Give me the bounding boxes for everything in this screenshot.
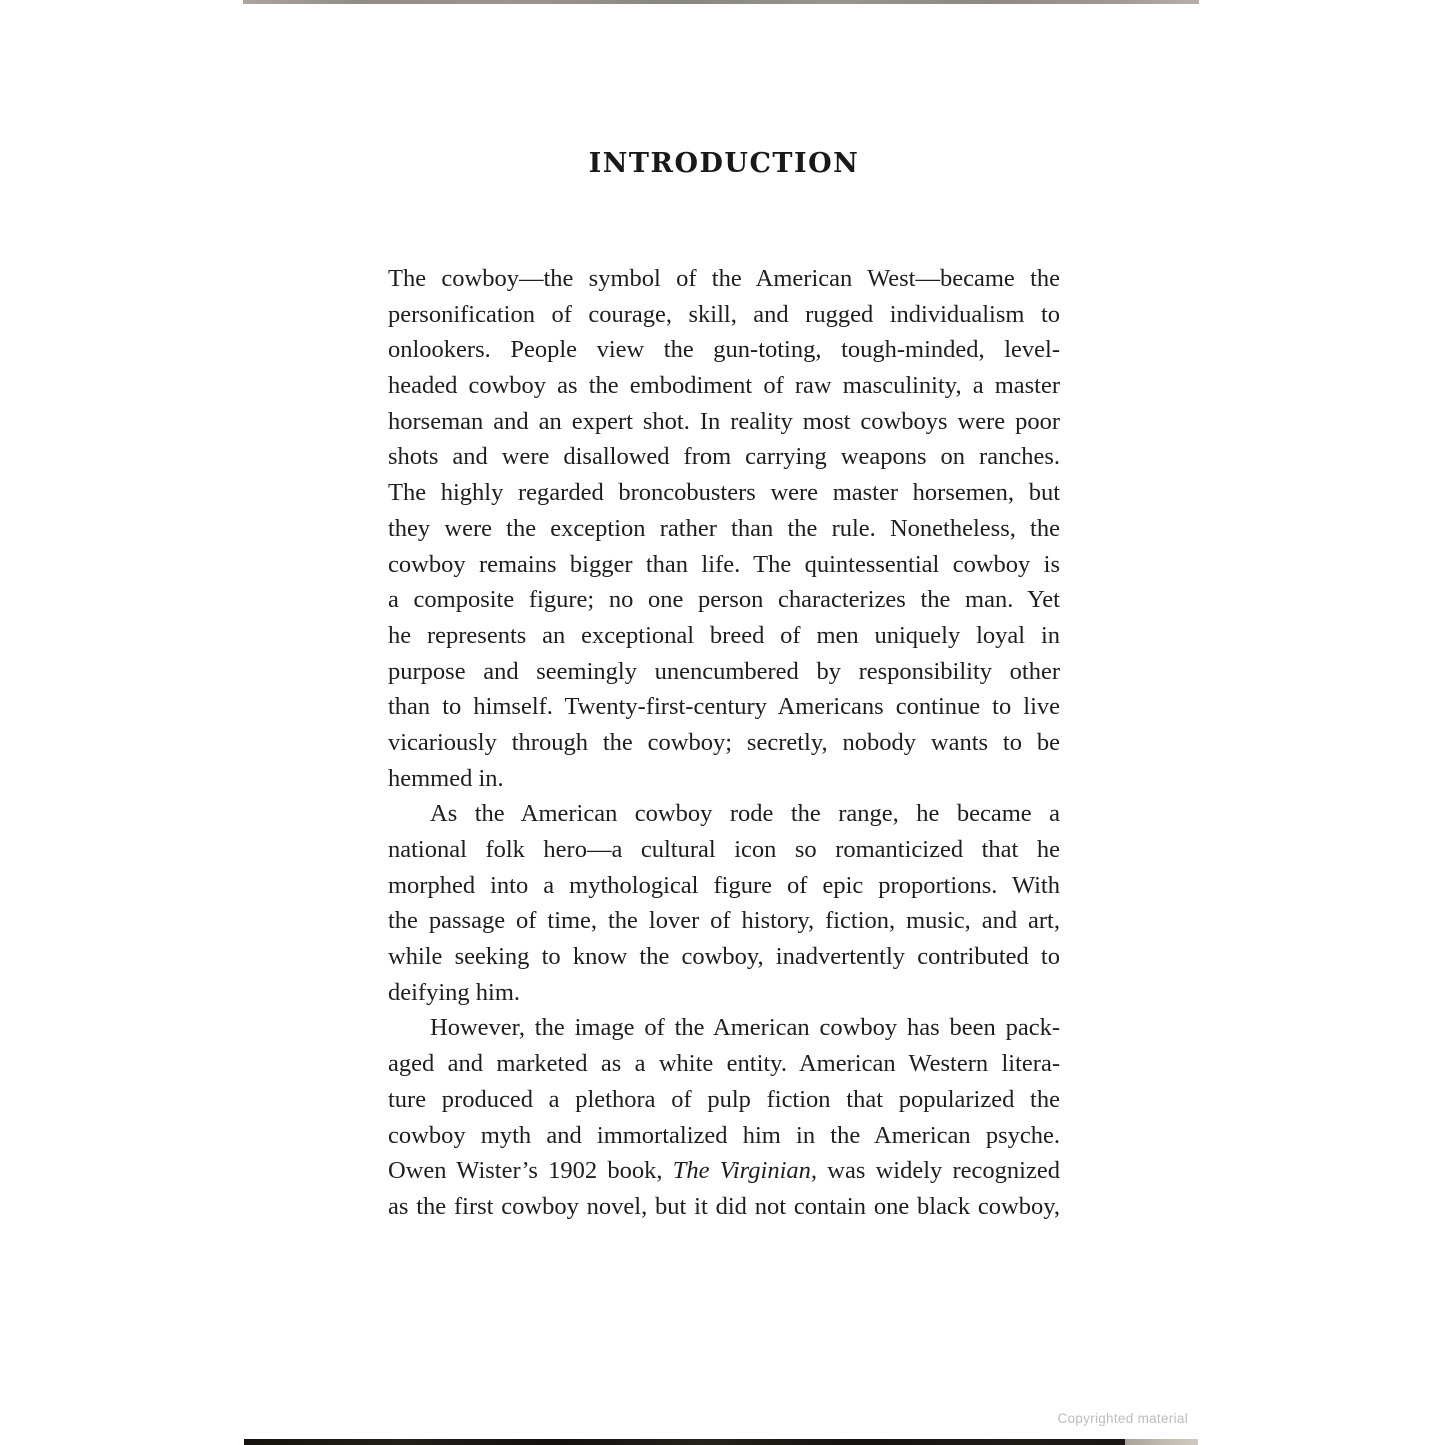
body-text xyxy=(388,261,1060,1225)
text-segment: the passage of time, the lover of history, fiction, music, and art, xyxy=(388,907,1060,935)
text-line xyxy=(388,1010,1060,1046)
text-line xyxy=(388,1046,1060,1082)
text-line xyxy=(388,975,1060,1011)
text-line xyxy=(388,832,1060,868)
text-segment: was widely recognized xyxy=(817,1157,1060,1185)
page-scan-edge-light-segment xyxy=(1125,1439,1198,1445)
text-line xyxy=(388,689,1060,725)
text-line xyxy=(388,725,1060,761)
page-scan-edge-dark-segment xyxy=(244,1439,1125,1445)
text-segment: hemmed in. xyxy=(388,764,504,792)
text-segment: vicariously through the cowboy; secretly, nobody wants to be xyxy=(388,728,1060,756)
text-line xyxy=(388,939,1060,975)
text-line xyxy=(388,796,1060,832)
text-segment: national folk hero—a cultural icon so romanticized that he xyxy=(388,836,1060,863)
text-segment: purpose and seemingly unencumbered by responsibility other xyxy=(388,657,1060,685)
text-line xyxy=(388,368,1060,404)
text-segment: a composite figure; no one person characterizes the man. Yet xyxy=(388,586,1060,614)
text-line xyxy=(388,332,1060,368)
text-segment: shots and were disallowed from carrying weapons on ranches. xyxy=(388,443,1060,471)
page-scan-edge-bottom xyxy=(244,1439,1198,1445)
copyright-watermark: Copyrighted material xyxy=(1057,1411,1188,1426)
text-segment: Owen Wister’s 1902 book, xyxy=(388,1157,673,1185)
text-segment: as the first cowboy novel, but it did not contain one black cowboy, xyxy=(388,1192,1060,1220)
text-segment: he represents an exceptional breed of men uniquely loyal in xyxy=(388,621,1060,649)
text-segment: The cowboy—the symbol of the American West—became the xyxy=(388,265,1060,292)
text-line xyxy=(388,404,1060,440)
text-segment: The highly regarded broncobusters were master horsemen, but xyxy=(388,479,1060,507)
page-scan-edge-top xyxy=(243,0,1199,4)
text-segment: while seeking to know the cowboy, inadvertently contributed to xyxy=(388,943,1060,971)
text-line xyxy=(388,868,1060,904)
text-segment: morphed into a mythological figure of epic proportions. With xyxy=(388,871,1060,899)
text-line xyxy=(388,261,1060,297)
text-segment: headed cowboy as the embodiment of raw masculinity, a master xyxy=(388,372,1060,400)
text-line xyxy=(388,439,1060,475)
text-segment: As the American cowboy rode the range, he became a xyxy=(430,800,1060,828)
text-line xyxy=(388,654,1060,690)
text-line xyxy=(388,297,1060,333)
text-segment: However, the image of the American cowboy has been pack- xyxy=(430,1014,1060,1042)
text-line xyxy=(388,761,1060,797)
text-line xyxy=(388,1082,1060,1118)
text-line xyxy=(388,1153,1060,1189)
text-line xyxy=(388,1189,1060,1225)
text-line xyxy=(388,475,1060,511)
text-line xyxy=(388,511,1060,547)
text-segment: onlookers. People view the gun-toting, tough-minded, level- xyxy=(388,336,1060,364)
text-segment: personification of courage, skill, and rugged individualism to xyxy=(388,300,1060,328)
text-segment: horseman and an expert shot. In reality most cowboys were poor xyxy=(388,407,1060,435)
text-line xyxy=(388,547,1060,583)
text-segment: deifying him. xyxy=(388,978,521,1006)
text-segment: they were the exception rather than the rule. Nonetheless, the xyxy=(388,514,1060,542)
text-segment: cowboy remains bigger than life. The quintessential cowboy is xyxy=(388,550,1060,578)
text-segment: ture produced a plethora of pulp fiction that popularized the xyxy=(388,1085,1060,1113)
book-title-italic: The Virginian, xyxy=(672,1157,818,1185)
text-segment: aged and marketed as a white entity. American Western litera- xyxy=(388,1050,1060,1078)
text-segment: cowboy myth and immortalized him in the American psyche. xyxy=(388,1121,1060,1149)
text-line xyxy=(388,582,1060,618)
text-segment: than to himself. Twenty-first-century Americans continue to live xyxy=(388,693,1060,721)
chapter-heading: INTRODUCTION xyxy=(588,148,860,179)
text-line xyxy=(388,618,1060,654)
text-line xyxy=(388,903,1060,939)
text-line xyxy=(388,1118,1060,1154)
